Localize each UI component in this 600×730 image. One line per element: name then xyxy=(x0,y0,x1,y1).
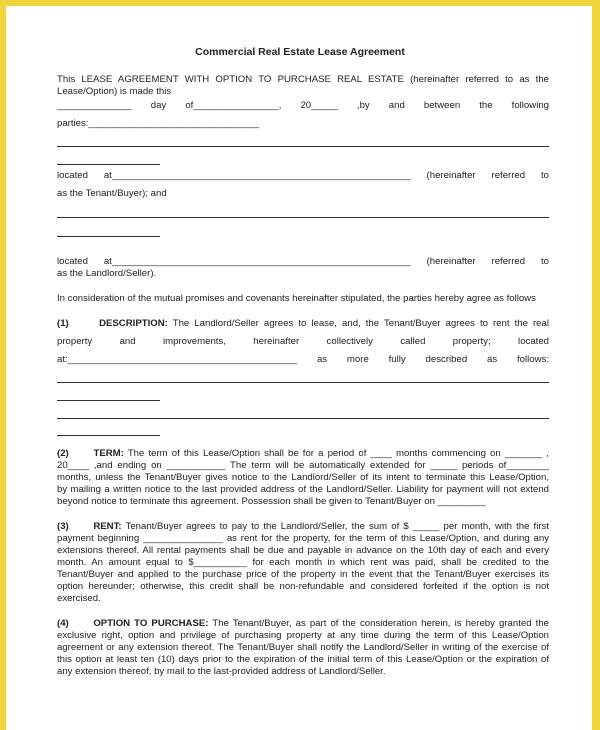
blank-line xyxy=(57,400,160,401)
section-term-line-4: by mailing a written notice to the last provided address of the Landlord/Seller. Liability for payment will not extend xyxy=(57,484,549,495)
section-option-line-1 xyxy=(57,618,549,630)
section-term-line-5: beyond notice to terminate this agreement. Possession shall be given to Tenant/Buyer on _________ xyxy=(57,496,486,507)
document-page xyxy=(6,6,592,730)
section-rent-line-3: extensions thereof. All rental payments shall be due and payable in advance on the 10th day of each and every xyxy=(57,545,549,556)
section-number: (3) xyxy=(57,521,69,532)
intro-line-1: This LEASE AGREEMENT WITH OPTION TO PURCHASE REAL ESTATE (hereinafter referred to as the xyxy=(57,74,549,85)
section-number: (1) xyxy=(57,318,69,329)
section-term-line-2: 20____ ,and ending on ___________ The term will be automatically extended for _____ periods of________ xyxy=(57,460,549,471)
section-number: (2) xyxy=(57,448,69,459)
section-rent-line-1 xyxy=(57,521,549,533)
section-rent-line-6: option hereunder; otherwise, this credit shall be non-refundable and considered forfeited if the option is not xyxy=(57,581,549,592)
blank-line xyxy=(57,164,160,165)
section-heading: RENT: xyxy=(93,521,122,532)
section-text: The Landlord/Seller agrees to lease, and, the Tenant/Buyer agrees to rent the real xyxy=(172,318,549,329)
consideration-line: In consideration of the mutual promises and covenants hereinafter stipulated, the parties hereby agree as follows xyxy=(57,293,536,304)
section-option-line-2: exclusive right, option and privilege of purchasing property at any time during the term of this Lease/Option xyxy=(57,630,549,641)
party2-role-line: as the Landlord/Seller). xyxy=(57,268,157,279)
blank-line xyxy=(57,217,549,218)
section-rent-line-7: exercised. xyxy=(57,593,101,604)
section-text: The term of this Lease/Option shall be for a period of ____ months commencing on _______ , xyxy=(127,448,549,459)
section-number: (4) xyxy=(57,618,69,629)
section-heading: OPTION TO PURCHASE: xyxy=(93,618,209,629)
section-heading: TERM: xyxy=(93,448,124,459)
party2-located-line: located at________________________________________________________ (hereinafter referred to xyxy=(57,256,549,267)
intro-line-3: ______________ day of________________, 20_____ ,by and between the following xyxy=(57,100,549,111)
party1-located-line: located at________________________________________________________ (hereinafter referred to xyxy=(57,170,549,181)
section-rent-line-5: Tenant/Buyer and applied to the purchase price of the property in the event that the Tenant/Buyer exercises its xyxy=(57,569,549,580)
section-description-line-3: at:___________________________________________ as more fully described as follows: xyxy=(57,354,549,365)
party1-role-line: as the Tenant/Buyer); and xyxy=(57,188,167,199)
blank-line xyxy=(57,418,549,419)
intro-line-2: Lease/Option) is made this xyxy=(57,86,172,97)
section-description-line-1 xyxy=(57,318,549,330)
section-term-line-3: months, unless the Tenant/Buyer gives notice to the Landlord/Seller of its intent to terminate this Lease/Option, xyxy=(57,472,549,483)
document-title: Commercial Real Estate Lease Agreement xyxy=(195,46,405,58)
section-term-line-1 xyxy=(57,448,549,460)
section-rent-line-2: payment beginning _______________ as rent for the property, for the term of this Lease/Option, and during any xyxy=(57,533,549,544)
blank-line xyxy=(57,435,160,436)
blank-line xyxy=(57,382,549,383)
intro-parties-line: parties:________________________________ xyxy=(57,118,260,129)
section-description-line-2: property and improvements, hereinafter collectively called property; located xyxy=(57,336,549,347)
section-heading: DESCRIPTION: xyxy=(99,318,168,329)
section-text: The Tenant/Buyer, as part of the consideration herein, is hereby granted the xyxy=(212,618,549,629)
blank-line xyxy=(57,236,160,237)
section-option-line-4: this option at least ten (10) days prior to the expiration of the initial term of this Lease/Option or the expiration of xyxy=(57,654,549,665)
section-rent-line-4: month. An amount equal to $__________ for each month in which rent was paid, shall be credited to the xyxy=(57,557,549,568)
section-text: Tenant/Buyer agrees to pay to the Landlord/Seller, the sum of $ _____ per month, with the first xyxy=(125,521,549,532)
section-option-line-5: any extension thereof, by mail to the last-provided address of Landlord/Seller. xyxy=(57,666,386,677)
blank-line xyxy=(57,146,549,147)
section-option-line-3: agreement or any extension thereof. The Tenant/Buyer shall notify the Landlord/Seller in writing of the exercise of xyxy=(57,642,549,653)
